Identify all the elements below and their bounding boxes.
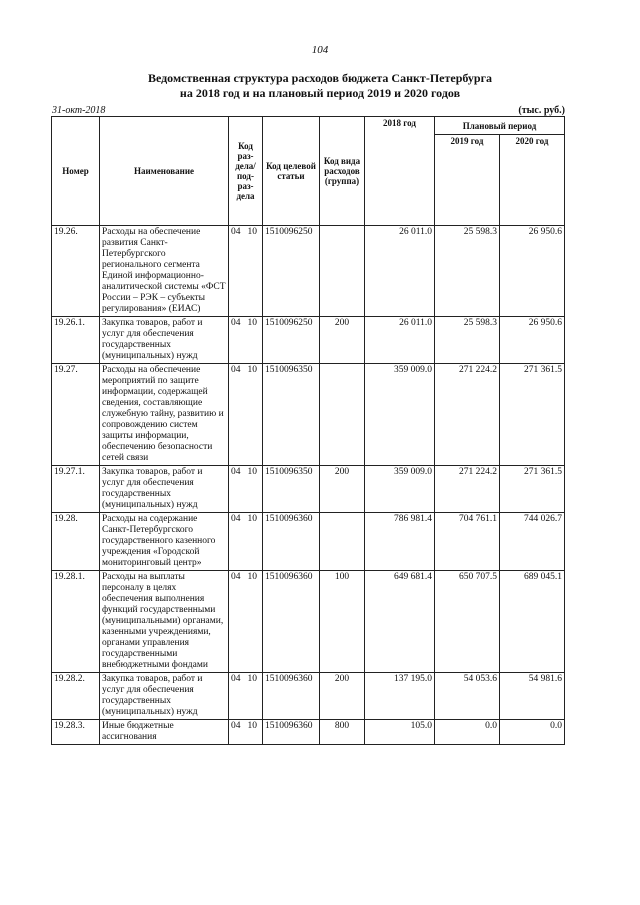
- cell-2018: 105.0: [365, 720, 435, 745]
- cell-kind: 200: [320, 466, 365, 513]
- section-code: 04: [231, 467, 241, 477]
- cell-2020: 54 981.6: [500, 673, 565, 720]
- cell-name: Расходы на обеспечение развития Санкт-Петербургского регионального сегмента Единой информационно-аналитической системы «ФСТ России – РЭК – субъекты регулирования» (ЕИАС): [100, 226, 229, 317]
- subsection-code: 10: [247, 514, 257, 524]
- table-row: [52, 673, 565, 720]
- cell-2019: 0.0: [435, 720, 500, 745]
- cell-2019: 704 761.1: [435, 513, 500, 571]
- cell-section: [229, 364, 263, 466]
- cell-section: [229, 673, 263, 720]
- cell-2018: 359 009.0: [365, 364, 435, 466]
- cell-section: [229, 513, 263, 571]
- cell-2020: 26 950.6: [500, 317, 565, 364]
- cell-section: [229, 571, 263, 673]
- cell-section: [229, 317, 263, 364]
- cell-kind: 200: [320, 317, 365, 364]
- subsection-code: 10: [247, 365, 257, 375]
- page-title: [60, 71, 580, 101]
- header-number: Номер: [52, 117, 100, 226]
- cell-target: 1510096360: [263, 513, 320, 571]
- cell-2018: 649 681.4: [365, 571, 435, 673]
- cell-name: Иные бюджетные ассигнования: [100, 720, 229, 745]
- subsection-code: 10: [247, 467, 257, 477]
- subsection-code: 10: [247, 572, 257, 582]
- cell-2020: 271 361.5: [500, 466, 565, 513]
- cell-name: Закупка товаров, работ и услуг для обеспечения государственных (муниципальных) нужд: [100, 466, 229, 513]
- cell-target: 1510096250: [263, 317, 320, 364]
- cell-target: 1510096250: [263, 226, 320, 317]
- cell-number: 19.26.: [52, 226, 100, 317]
- title-line-1: Ведомственная структура расходов бюджета Санкт-Петербурга: [147, 71, 493, 85]
- subsection-code: 10: [247, 674, 257, 684]
- cell-2019: 650 707.5: [435, 571, 500, 673]
- units-label: (тыс. руб.): [518, 105, 565, 116]
- cell-target: 1510096350: [263, 466, 320, 513]
- table-row: [52, 317, 565, 364]
- section-code: 04: [231, 365, 241, 375]
- cell-target: 1510096360: [263, 673, 320, 720]
- cell-name: Закупка товаров, работ и услуг для обеспечения государственных (муниципальных) нужд: [100, 673, 229, 720]
- cell-2019: 25 598.3: [435, 226, 500, 317]
- section-code: 04: [231, 227, 241, 237]
- table-row: [52, 466, 565, 513]
- cell-number: 19.28.2.: [52, 673, 100, 720]
- table-row: [52, 513, 565, 571]
- table-row: [52, 226, 565, 317]
- subsection-code: 10: [247, 318, 257, 328]
- cell-number: 19.26.1.: [52, 317, 100, 364]
- header-2019: 2019 год: [435, 135, 500, 226]
- budget-table: [51, 116, 565, 745]
- cell-2020: 271 361.5: [500, 364, 565, 466]
- cell-2020: 0.0: [500, 720, 565, 745]
- document-date: 31-окт-2018: [52, 105, 106, 116]
- table-row: [52, 571, 565, 673]
- cell-number: 19.27.: [52, 364, 100, 466]
- section-code: 04: [231, 572, 241, 582]
- cell-2018: 26 011.0: [365, 317, 435, 364]
- cell-section: [229, 226, 263, 317]
- section-code: 04: [231, 514, 241, 524]
- cell-target: 1510096350: [263, 364, 320, 466]
- cell-2020: 744 026.7: [500, 513, 565, 571]
- table-row: [52, 720, 565, 745]
- header-kind: Код вида расходов (группа): [320, 117, 365, 226]
- cell-2019: 271 224.2: [435, 466, 500, 513]
- cell-kind: 200: [320, 673, 365, 720]
- cell-section: [229, 720, 263, 745]
- cell-kind: 800: [320, 720, 365, 745]
- cell-2019: 25 598.3: [435, 317, 500, 364]
- cell-2018: 786 981.4: [365, 513, 435, 571]
- cell-kind: [320, 226, 365, 317]
- subsection-code: 10: [247, 227, 257, 237]
- cell-name: Расходы на выплаты персоналу в целях обеспечения выполнения функций государственными (муниципальными) органами, казенными учреждениями, органами управления государственными внебюджетными фондами: [100, 571, 229, 673]
- cell-kind: 100: [320, 571, 365, 673]
- cell-section: [229, 466, 263, 513]
- section-code: 04: [231, 721, 241, 731]
- cell-2018: 359 009.0: [365, 466, 435, 513]
- title-line-2: на 2018 год и на плановый период 2019 и 2020 годов: [179, 86, 461, 100]
- cell-number: 19.28.3.: [52, 720, 100, 745]
- cell-name: Расходы на обеспечение мероприятий по защите информации, содержащей сведения, составляющие служебную тайну, развитию и сопровождению систем защиты информации, обеспечению безопасности сетей связи: [100, 364, 229, 466]
- cell-target: 1510096360: [263, 720, 320, 745]
- cell-2019: 271 224.2: [435, 364, 500, 466]
- cell-name: Расходы на содержание Санкт-Петербургского государственного казенного учреждения «Городской мониторинговый центр»: [100, 513, 229, 571]
- table-row: [52, 364, 565, 466]
- cell-2020: 689 045.1: [500, 571, 565, 673]
- header-target: Код целевой статьи: [263, 117, 320, 226]
- header-section: Код раз-дела/ под-раз-дела: [229, 117, 263, 226]
- header-planned: Плановый период: [435, 117, 565, 135]
- cell-kind: [320, 513, 365, 571]
- header-2020: 2020 год: [500, 135, 565, 226]
- subsection-code: 10: [247, 721, 257, 731]
- table-header: [52, 117, 565, 226]
- table-body: [52, 226, 565, 745]
- cell-name: Закупка товаров, работ и услуг для обеспечения государственных (муниципальных) нужд: [100, 317, 229, 364]
- header-2018: 2018 год: [365, 117, 435, 226]
- cell-2019: 54 053.6: [435, 673, 500, 720]
- cell-number: 19.28.1.: [52, 571, 100, 673]
- page-number: 104: [311, 44, 329, 56]
- cell-kind: [320, 364, 365, 466]
- cell-2018: 137 195.0: [365, 673, 435, 720]
- cell-2020: 26 950.6: [500, 226, 565, 317]
- cell-number: 19.27.1.: [52, 466, 100, 513]
- section-code: 04: [231, 318, 241, 328]
- section-code: 04: [231, 674, 241, 684]
- header-name: Наименование: [100, 117, 229, 226]
- cell-2018: 26 011.0: [365, 226, 435, 317]
- cell-target: 1510096360: [263, 571, 320, 673]
- cell-number: 19.28.: [52, 513, 100, 571]
